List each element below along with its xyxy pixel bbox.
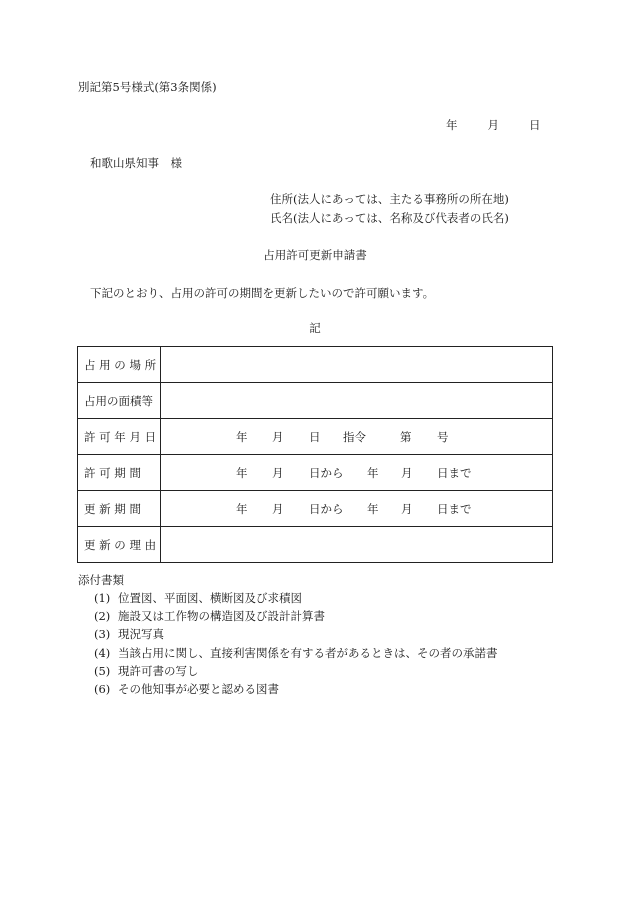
attachment-text: 位置図、平面図、横断図及び求積図 (118, 591, 302, 605)
row-value-segment: 日まで (437, 466, 472, 480)
attachment-text: 現許可書の写し (118, 663, 199, 678)
row-value-segment: 第 (400, 430, 412, 444)
addressee: 和歌山県知事 様 (90, 156, 182, 170)
row-value-segment: 月 (272, 430, 284, 444)
attachment-number: (5) (94, 663, 111, 678)
document-title: 占用許可更新申請書 (263, 248, 367, 262)
row-value-segment: 号 (437, 430, 449, 444)
row-value-segment: 年 (367, 502, 379, 516)
attachment-number: (4) (94, 645, 111, 660)
row-value-segment: 月 (272, 502, 284, 516)
table-row (78, 419, 553, 455)
attachments-title: 添付書類 (78, 573, 124, 587)
applicant-name: 氏名(法人にあっては、名称及び代表者の氏名) (270, 211, 509, 225)
attachment-item (94, 590, 302, 606)
attachment-item (94, 681, 279, 697)
date-year: 年 (446, 118, 458, 132)
attachment-number: (6) (94, 682, 111, 696)
row-value-segment: 月 (401, 502, 413, 516)
row-value-cell (161, 455, 553, 491)
row-label: 許 可 年 月 日 (78, 419, 161, 455)
row-value-cell (161, 419, 553, 455)
row-value-segment: 年 (236, 466, 248, 480)
row-label: 占用の面積等 (78, 383, 161, 419)
table-row (78, 347, 553, 383)
ki-label: 記 (309, 321, 321, 335)
row-value-segment: 日まで (437, 502, 472, 516)
row-value-segment: 指令 (343, 430, 366, 444)
attachment-text: 施設又は工作物の構造図及び設計計算書 (118, 609, 325, 624)
row-label: 占 用 の 場 所 (78, 347, 161, 383)
date-line (446, 117, 541, 133)
attachment-item (94, 663, 199, 679)
row-value-cell (161, 383, 553, 419)
row-value-cell (161, 491, 553, 527)
attachment-number: (3) (94, 627, 111, 642)
row-value-segment: 年 (367, 466, 379, 480)
row-value-segment: 年 (236, 502, 248, 516)
intro-text: 下記のとおり、占用の許可の期間を更新したいので許可願います。 (90, 286, 435, 300)
row-value-segment: 日 (309, 430, 321, 444)
row-value-segment: 年 (236, 430, 248, 444)
date-day: 日 (529, 118, 541, 132)
attachment-number: (2) (94, 609, 111, 624)
row-label: 更 新 の 理 由 (78, 527, 161, 563)
applicant-address: 住所(法人にあっては、主たる事務所の所在地) (270, 192, 509, 206)
table-row (78, 383, 553, 419)
application-table (77, 346, 553, 563)
attachment-text: 当該占用に関し、直接利害関係を有する者があるときは、その者の承諾書 (118, 645, 498, 660)
attachment-text: その他知事が必要と認める図書 (118, 682, 279, 696)
row-value-segment: 日から (309, 502, 344, 516)
row-label: 許 可 期 間 (78, 455, 161, 491)
form-number: 別記第5号様式(第3条関係) (78, 80, 217, 94)
row-value-segment: 月 (272, 466, 284, 480)
row-value-segment: 月 (401, 466, 413, 480)
attachment-item (94, 626, 164, 642)
row-value-cell (161, 527, 553, 563)
table-row (78, 455, 553, 491)
date-month: 月 (487, 118, 499, 132)
table-row (78, 491, 553, 527)
attachment-number: (1) (94, 591, 111, 605)
row-label: 更 新 期 間 (78, 491, 161, 527)
table-row (78, 527, 553, 563)
attachment-item (94, 645, 498, 661)
row-value-segment: 日から (309, 466, 344, 480)
attachment-text: 現況写真 (118, 627, 164, 642)
attachment-item (94, 608, 325, 624)
row-value-cell (161, 347, 553, 383)
